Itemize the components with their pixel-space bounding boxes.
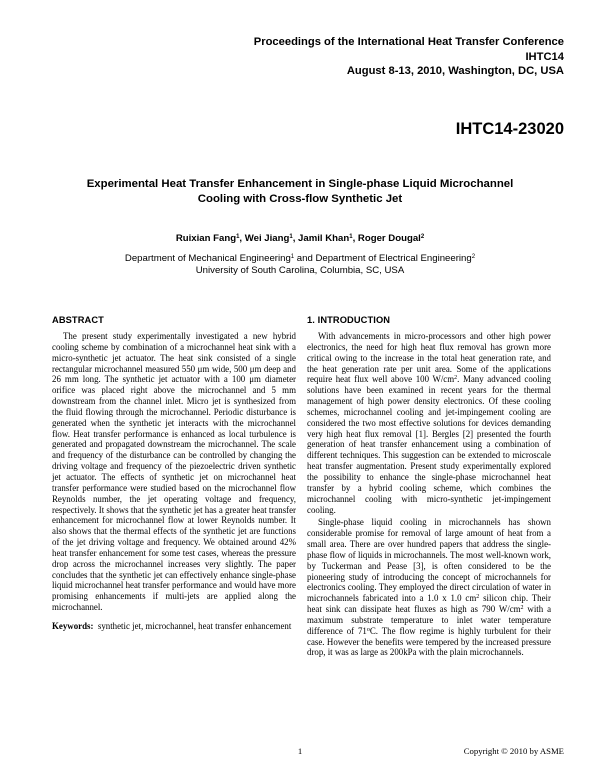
introduction-heading: 1. INTRODUCTION <box>307 315 391 325</box>
page-number: 1 <box>297 746 303 756</box>
introduction-paragraph: With advancements in micro-processors and other high power electronics, the need for high heat flux removal has grown more critical owing to the increase in the total heat generation rate, and the heat generation rate per unit area. Some of the applications require heat flux well above 100 $W/cm^2$. Many advanced cooling solutions have been examined in recent years for the thermal management of high power density electronics. Of these cooling schemes, microchannel cooling and jet-impingement cooling are considered the two most effective solutions for devices demanding very high heat flux removal [1]. Bergles [2] presented the fourth generation of heat transfer enhancement using a combination of different techniques. This suggestion can be extended to microscale heat transfer augmentation. Present study experimentally explored the possibility to enhance the single-phase microchannel heat transfer by a hybrid cooling scheme, which combines the microchannel cooling with micro-synthetic jet-impingement cooling. <box>307 331 551 515</box>
paper-id: IHTC14-23020 <box>455 120 564 138</box>
author: Roger Dougal$^2$ <box>357 233 425 244</box>
copyright-notice: Copyright © 2010 by ASME <box>463 746 564 756</box>
author: Jamil Khan$^1$, <box>298 233 358 244</box>
conference-name: Proceedings of the International Heat Transfer Conference <box>253 36 564 48</box>
introduction-section <box>307 315 551 658</box>
keywords-text: synthetic jet, microchannel, heat transfer enhancement <box>97 620 292 631</box>
abstract-heading: ABSTRACT <box>52 315 104 325</box>
abstract-text: The present study experimentally investigated a new hybrid cooling scheme by combination of a microchannel heat sink with a micro-synthetic jet actuator. The heat sink consisted of a single rectangular microchannel measured 550 μm wide, 500 μm deep and 26 mm long. The synthetic jet actuator with a 100 μm diameter orifice was placed right above the microchannel and 5 mm downstream from the channel inlet. Micro jet is synthesized from the fluid flowing through the microchannel. Periodic disturbance is generated when the synthetic jet interacts with the microchannel flow. Heat transfer performance is enhanced as local turbulence is generated and propagated downstream the microchannel. The scale and frequency of the disturbance can be controlled by changing the driving voltage and frequency of the piezoelectric driven synthetic jet actuator. The effects of synthetic jet on microchannel heat transfer performance were studied based on the microchannel flow Reynolds number, the jet operating voltage and frequency, respectively. It shows that the synthetic jet has a greater heat transfer enhancement for microchannel flow at lower Reynolds number. It also shows that the thermal effects of the synthetic jet are functions of the jet driving voltage and frequency. We obtained around 42% heat transfer enhancement for some test cases, whereas the pressure drop across the microchannel increases very slightly. The paper concludes that the synthetic jet can effectively enhance single-phase liquid microchannel heat transfer performance and would have more promising enhancements if multi-jets are applied along the microchannel. <box>52 331 296 613</box>
affiliation <box>60 253 540 276</box>
affiliation-university: University of South Carolina, Columbia, SC, USA <box>195 264 405 276</box>
abstract-section <box>52 315 296 632</box>
author-list <box>60 233 540 244</box>
introduction-paragraph: Single-phase liquid cooling in microchannels has shown considerable promise for removal of large amount of heat from a small area. There are over hundred papers that address the single-phase flow of liquids in microchannels. The most well-known work, by Tuckerman and Pease [3], is often considered to be the pioneering study of introducing the concept of microchannels for electronics cooling. They employed the direct circulation of water in microchannels fabricated into a 1.0 x 1.0 $cm^2$ silicon chip. Their heat sink can dissipate heat fluxes as high as 790 $W/cm^2$ with a maximum substrate temperature to inlet water temperature difference of 71$^o$C. The flow regime is highly turbulent for their case. However the benefits were tempered by the increased pressure drop, it was as large as 200kPa with the plain microchannels. <box>307 517 552 658</box>
conference-header <box>254 35 564 79</box>
title-line-1: Experimental Heat Transfer Enhancement in Single-phase Liquid Microchannel <box>86 178 514 190</box>
paper-title <box>60 177 540 206</box>
title-line-2: Cooling with Cross-flow Synthetic Jet <box>197 192 403 205</box>
conference-short-name: IHTC14 <box>525 50 564 63</box>
author: Ruixian Fang$^1$, <box>175 233 245 244</box>
affiliation-departments: Department of Mechanical Engineering$^1$ and Department of Electrical Engineering$^2$ <box>124 253 476 264</box>
conference-date-location: August 8-13, 2010, Washington, DC, USA <box>346 65 564 77</box>
keywords <box>52 621 296 632</box>
author: Wei Jiang$^1$, <box>244 233 299 244</box>
keywords-label: Keywords: <box>52 620 94 631</box>
